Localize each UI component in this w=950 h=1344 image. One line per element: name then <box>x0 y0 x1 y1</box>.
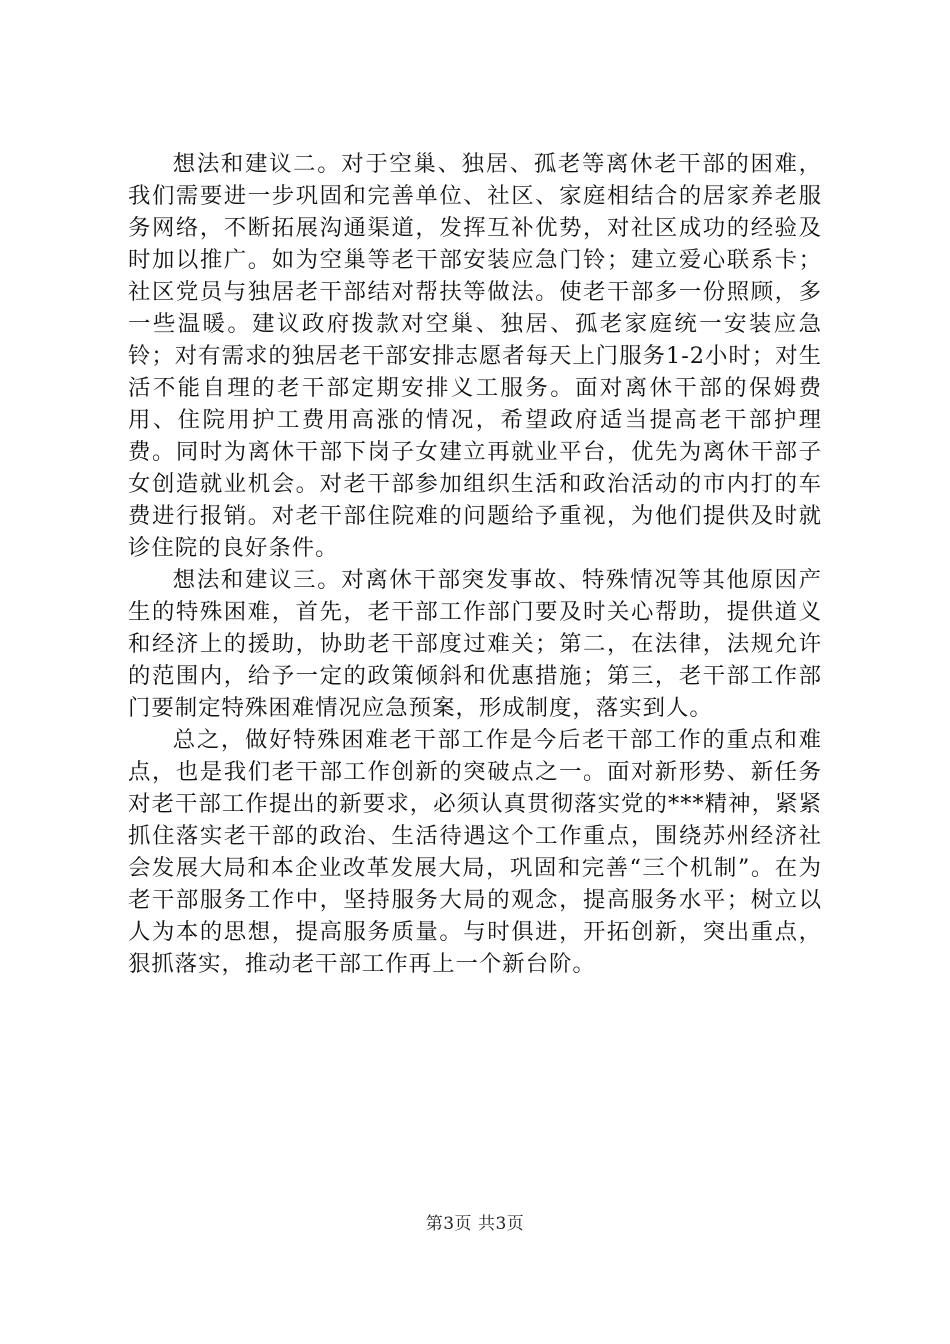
document-body <box>128 148 822 980</box>
page-number-footer: 第3页 共3页 <box>425 1214 525 1234</box>
paragraph-suggestion-three: 想法和建议三。对离休干部突发事故、特殊情况等其他原因产生的特殊困难，首先，老干部工作部门要及时关心帮助，提供道义和经济上的援助，协助老干部度过难关；第二，在法律，法规允许的范围内，给予一定的政策倾斜和优惠措施；第三，老干部工作部门要制定特殊困难情况应急预案，形成制度，落实到人。 <box>128 567 822 721</box>
paragraph-conclusion: 总之，做好特殊困难老干部工作是今后老干部工作的重点和难点，也是我们老干部工作创新的突破点之一。面对新形势、新任务对老干部工作提出的新要求，必须认真贯彻落实党的***精神，紧紧抓住落实老干部的政治、生活待遇这个工作重点，围绕苏州经济社会发展大局和本企业改革发展大局，巩固和完善“三个机制”。在为老干部服务工作中，坚持服务大局的观念，提高服务水平；树立以人为本的思想，提高服务质量。与时俱进，开拓创新，突出重点，狠抓落实，推动老干部工作再上一个新台阶。 <box>128 727 822 977</box>
paragraph-suggestion-two: 想法和建议二。对于空巢、独居、孤老等离休老干部的困难，我们需要进一步巩固和完善单位、社区、家庭相结合的居家养老服务网络，不断拓展沟通渠道，发挥互补优势，对社区成功的经验及时加以推广。如为空巢等老干部安装应急门铃；建立爱心联系卡；社区党员与独居老干部结对帮扶等做法。使老干部多一份照顾，多一些温暖。建议政府拨款对空巢、独居、孤老家庭统一安装应急铃；对有需求的独居老干部安排志愿者每天上门服务1-2小时；对生活不能自理的老干部定期安排义工服务。面对离休干部的保姆费用、住院用护工费用高涨的情况，希望政府适当提高老干部护理费。同时为离休干部下岗子女建立再就业平台，优先为离休干部子女创造就业机会。对老干部参加组织生活和政治活动的市内打的车费进行报销。对老干部住院难的问题给予重视，为他们提供及时就诊住院的良好条件。 <box>128 151 822 561</box>
